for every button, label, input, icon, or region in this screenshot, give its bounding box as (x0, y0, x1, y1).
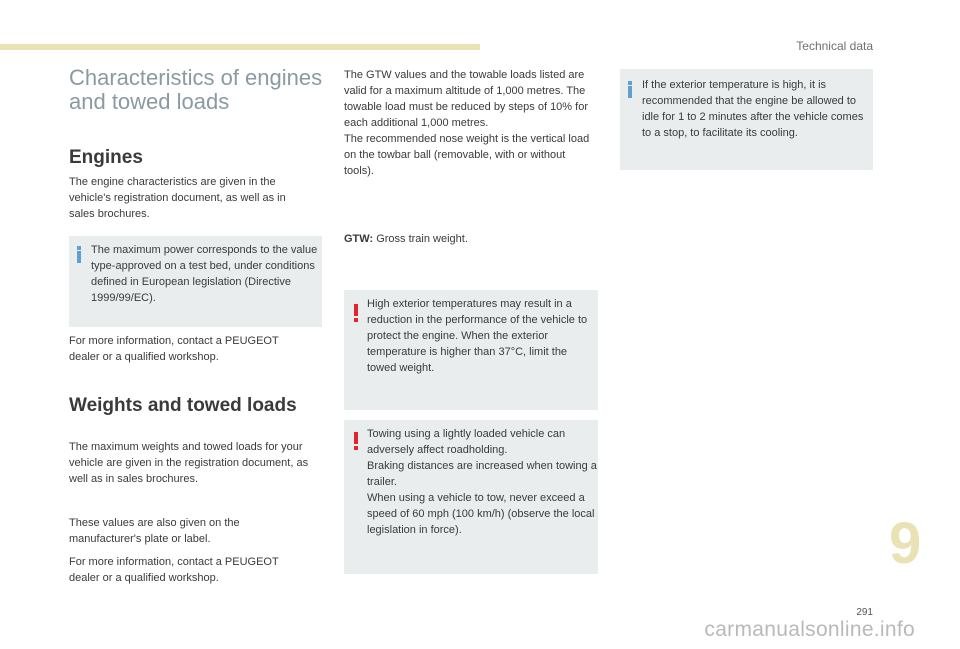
cooling-info-text: If the exterior temperature is high, it is recommended that the engine be allowed to idle for 1 to 2 minutes after the vehicle comes to a stop, to facilitate its cooling. (642, 79, 864, 139)
engines-intro: The engine characteristics are given in the vehicle's registration document, as well as in sales brochures. (69, 176, 286, 220)
gtw-definition (344, 231, 590, 247)
gtw-definition-text: Gross train weight. (376, 233, 468, 245)
temperature-warning-text: High exterior temperatures may result in a reduction in the performance of the vehicle to protect the engine. When the exterior temperature is higher than 37°C, limit the towed weight. (367, 298, 588, 374)
weights-heading: Weights and towed loads (69, 395, 297, 416)
towing-warning-box (344, 420, 598, 574)
warning-icon (354, 304, 358, 322)
gtw-paragraph: The GTW values and the towable loads listed are valid for a maximum altitude of 1,000 metres. The towable load must be reduced by steps of 10% for each additional 1,000 metres. The recommended nose weight is the vertical load on the towbar ball (removable, with or without tools). (344, 69, 590, 177)
temperature-warning-box (344, 290, 598, 410)
engines-contact: For more information, contact a PEUGEOT dealer or a qualified workshop. (69, 335, 279, 363)
towing-warning-text: Towing using a lightly loaded vehicle can adversely affect roadholding. Braking distances are increased when towing a trailer. When using a vehicle to tow, never exceed a speed of 60 mph (100 km/h) (observe the local legislation in force). (367, 428, 597, 536)
gtw-label: GTW: (344, 233, 374, 245)
weights-plate: These values are also given on the manufacturer's plate or label. (69, 517, 240, 545)
chapter-number: 9 (889, 511, 922, 576)
weights-intro: The maximum weights and towed loads for your vehicle are given in the registration document, as well as in sales brochures. (69, 441, 309, 485)
info-icon (628, 81, 632, 98)
weights-contact: For more information, contact a PEUGEOT dealer or a qualified workshop. (69, 556, 279, 584)
page-title: Characteristics of engines and towed loads (69, 65, 323, 114)
header-rule (0, 44, 480, 50)
section-title: Technical data (796, 39, 873, 53)
engines-heading: Engines (69, 147, 143, 168)
info-icon (77, 246, 81, 263)
page-number: 291 (856, 607, 873, 618)
watermark: carmanualsonline.info (704, 618, 915, 641)
engines-info-box (69, 236, 322, 327)
warning-icon (354, 432, 358, 450)
cooling-info-box (620, 69, 873, 170)
engines-info-text: The maximum power corresponds to the value type-approved on a test bed, under conditions defined in European legislation (Directive 1999/99/EC). (91, 244, 318, 304)
